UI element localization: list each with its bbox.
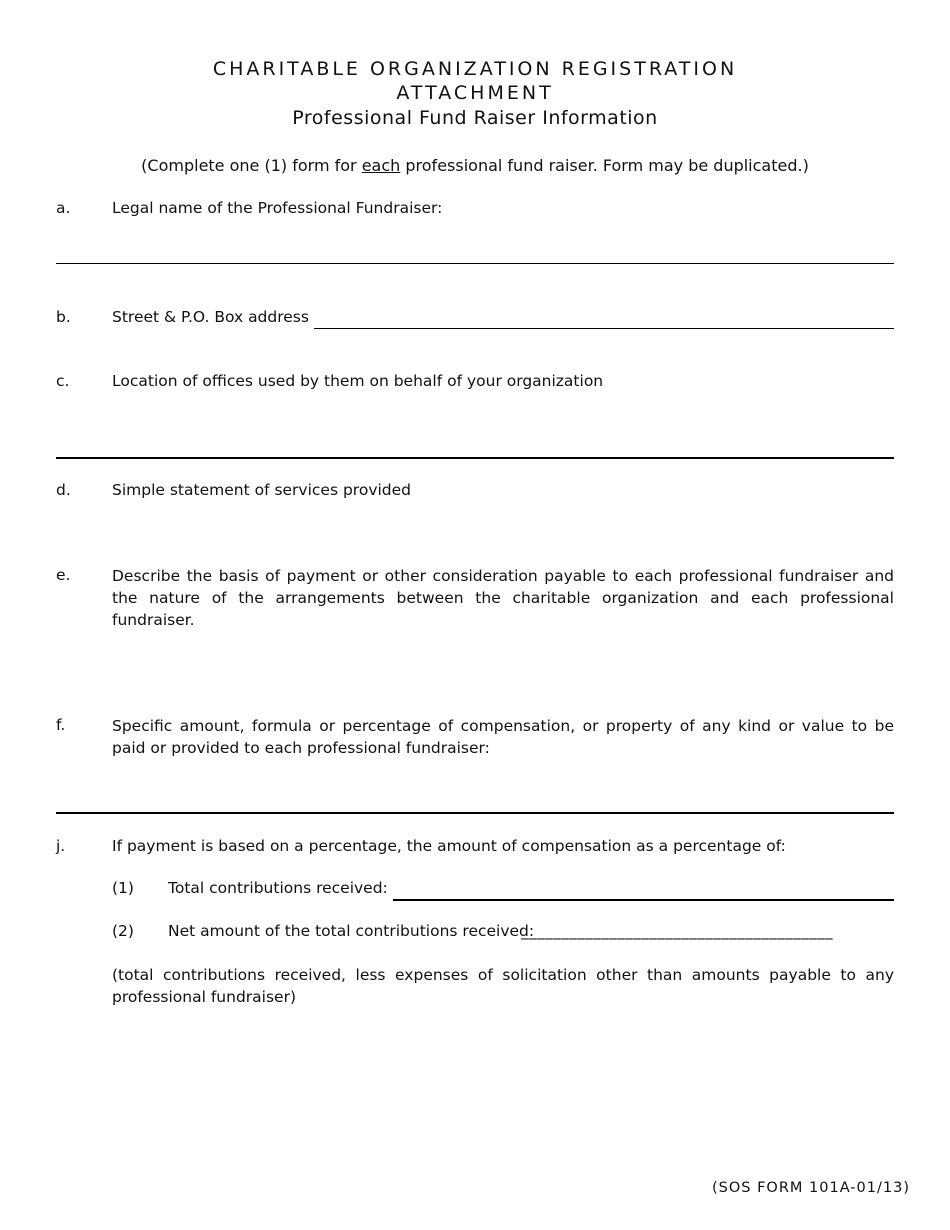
street-address-field[interactable] [314,328,894,329]
item-a-letter: a. [56,199,71,217]
item-f-letter: f. [56,716,66,734]
item-e-letter: e. [56,566,71,584]
item-c-letter: c. [56,372,70,390]
form-title-attachment: ATTACHMENT [396,82,554,104]
item-j-sub1-label: Total contributions received: [168,879,388,897]
form-number: (SOS FORM 101A-01/13) [712,1180,910,1196]
form-subtitle: Professional Fund Raiser Information [292,107,658,129]
total-contributions-field[interactable] [393,899,894,901]
item-j-sub2-number: (2) [112,922,134,940]
item-j-sub2-label: Net amount of the total contributions received: [168,922,535,940]
item-e-label: Describe the basis of payment or other consideration payable to each professional fundraiser and the nature of the arrangements between the charitable organization and each professional fundraiser. [112,567,894,629]
compensation-field[interactable] [56,812,894,814]
form-title: CHARITABLE ORGANIZATION REGISTRATION [212,58,738,80]
item-j-letter: j. [56,837,66,855]
item-j-sub1-number: (1) [112,879,134,897]
office-location-field[interactable] [56,457,894,459]
legal-name-field[interactable] [56,263,894,264]
item-b-label: Street & P.O. Box address [112,308,309,326]
item-j-label: If payment is based on a percentage, the amount of compensation as a percentage of: [112,837,786,855]
item-j-note: (total contributions received, less expenses of solicitation other than amounts payable to any professional fundraiser) [112,966,894,1006]
item-d-label: Simple statement of services provided [112,481,412,499]
instructions-emphasis: each [361,156,401,175]
instructions-text-end: professional fund raiser. Form may be duplicated.) [400,156,809,175]
item-d-letter: d. [56,481,71,499]
item-c-label: Location of offices used by them on behalf of your organization [112,372,604,390]
item-a-label: Legal name of the Professional Fundraiser: [112,199,443,217]
instructions-text-start: (Complete one (1) form for [141,156,362,175]
item-b-letter: b. [56,308,71,326]
form-instructions [0,156,950,175]
item-f-label: Specific amount, formula or percentage of compensation, or property of any kind or value to be paid or provided to each professional fundraiser: [112,717,894,757]
net-contributions-field[interactable]: _______________________________________ [521,922,833,940]
